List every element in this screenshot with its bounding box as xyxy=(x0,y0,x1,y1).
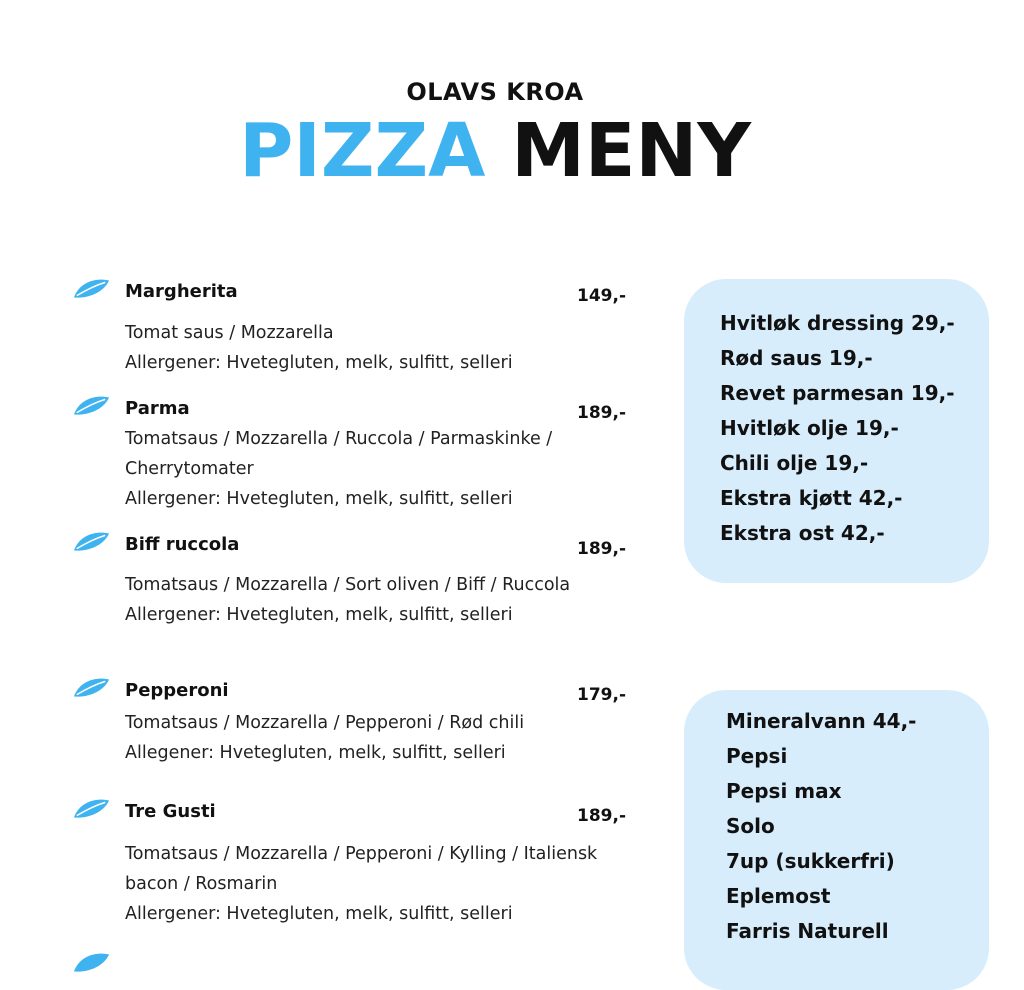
drink-item: Solo xyxy=(726,814,775,838)
pizza-name: Tre Gusti xyxy=(125,801,216,822)
pizza-allergens: Allergener: Hvetegluten, melk, sulfitt, selleri xyxy=(125,489,513,509)
pizza-ingredients: Tomatsaus / Mozzarella / Ruccola / Parmaskinke / xyxy=(125,429,553,449)
drinks-panel xyxy=(684,690,989,990)
pizza-price: 189,- xyxy=(577,539,626,559)
pizza-price: 189,- xyxy=(577,403,626,423)
drink-item: Pepsi xyxy=(726,744,788,768)
pizza-ingredients-cont: bacon / Rosmarin xyxy=(125,874,278,894)
drink-item: Mineralvann 44,- xyxy=(726,709,917,733)
drink-item: Farris Naturell xyxy=(726,919,889,943)
pizza-allergens: Allergener: Hvetegluten, melk, sulfitt, selleri xyxy=(125,353,513,373)
pizza-ingredients: Tomat saus / Mozzarella xyxy=(125,323,334,343)
extra-item: Hvitløk dressing 29,- xyxy=(720,311,955,335)
title-rest: MENY xyxy=(511,108,751,194)
extra-item: Ekstra ost 42,- xyxy=(720,521,885,545)
title-accent: PIZZA xyxy=(239,108,486,194)
pizza-price: 149,- xyxy=(577,286,626,306)
extras-panel xyxy=(684,279,989,583)
leaf-icon xyxy=(72,277,110,301)
extra-item: Chili olje 19,- xyxy=(720,451,869,475)
leaf-icon xyxy=(72,530,110,554)
pizza-price: 179,- xyxy=(577,685,626,705)
pizza-name: Parma xyxy=(125,398,190,419)
leaf-icon xyxy=(72,394,110,418)
pizza-ingredients: Tomatsaus / Mozzarella / Pepperoni / Rød chili xyxy=(125,713,525,733)
extra-item: Ekstra kjøtt 42,- xyxy=(720,486,903,510)
extra-item: Rød saus 19,- xyxy=(720,346,873,370)
drink-item: 7up (sukkerfri) xyxy=(726,849,895,873)
pizza-allergens: Allergener: Hvetegluten, melk, sulfitt, selleri xyxy=(125,605,513,625)
pizza-ingredients: Tomatsaus / Mozzarella / Sort oliven / Biff / Ruccola xyxy=(125,575,571,595)
pizza-allergens: Allegener: Hvetegluten, melk, sulfitt, selleri xyxy=(125,743,506,763)
leaf-icon xyxy=(72,797,110,821)
extra-item: Revet parmesan 19,- xyxy=(720,381,955,405)
pizza-name: Biff ruccola xyxy=(125,534,240,555)
drink-item: Pepsi max xyxy=(726,779,842,803)
pizza-name: Margherita xyxy=(125,281,238,302)
pizza-ingredients-cont: Cherrytomater xyxy=(125,459,254,479)
pizza-allergens: Allergener: Hvetegluten, melk, sulfitt, selleri xyxy=(125,904,513,924)
pizza-price: 189,- xyxy=(577,806,626,826)
pizza-ingredients: Tomatsaus / Mozzarella / Pepperoni / Kylling / Italiensk xyxy=(125,844,598,864)
restaurant-name: OLAVS KROA xyxy=(406,78,584,106)
leaf-icon xyxy=(72,676,110,700)
leaf-icon xyxy=(72,951,110,975)
pizza-name: Pepperoni xyxy=(125,680,229,701)
extra-item: Hvitløk olje 19,- xyxy=(720,416,899,440)
drink-item: Eplemost xyxy=(726,884,831,908)
